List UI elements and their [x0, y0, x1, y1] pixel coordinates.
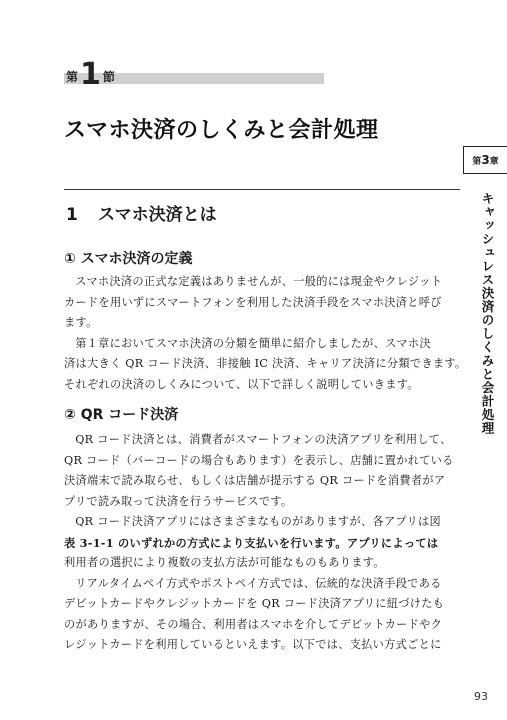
- subsection-heading-definition: ① スマホ決済の定義: [64, 251, 193, 267]
- heading-1: [66, 200, 217, 225]
- subsection-heading-qr: ② QR コード決済: [64, 407, 179, 423]
- chapter-suffix: 章: [489, 156, 499, 167]
- paragraph-line: それぞれの決済のしくみについて、以下で詳しく説明していきます。: [64, 377, 419, 391]
- heading-1-text: スマホ決済とは: [98, 205, 217, 225]
- section-label: [66, 57, 115, 92]
- heading-rule: [64, 189, 460, 190]
- chapter-tab: [463, 146, 507, 174]
- paragraph-line: のがありますが、その場合、利用者はスマホを介してデビットカードやク: [64, 617, 443, 631]
- paragraph-line: QR コード決済とは、消費者がスマートフォンの決済アプリを利用して、: [75, 433, 452, 446]
- paragraph-line: デビットカードやクレジットカードを QR コード決済アプリに紐づけたも: [64, 597, 445, 610]
- section-suffix: 節: [102, 70, 115, 84]
- qr-body: [64, 430, 474, 656]
- paragraph-line: 表 3-1-1 のいずれかの方式により支払いを行います。アプリによっては: [64, 535, 439, 550]
- paragraph-line: 利用者の選択により複数の支払方法が可能なものもあります。: [64, 556, 385, 569]
- paragraph-line: スマホ決済の正式な定義はありませんが、一般的には現金やクレジット: [75, 275, 443, 288]
- paragraph-line: レジットカードを利用しているといえます。以下では、支払い方式ごとに: [64, 638, 442, 651]
- chapter-title-vertical: キャッシュレス決済のしくみと会計処理: [480, 192, 495, 435]
- paragraph-line: プリで読み取って決済を行うサービスです。: [64, 494, 293, 508]
- section-number: 1: [80, 57, 101, 92]
- paragraph-line: 済は大きく QR コード決済、非接触 IC 決済、キャリア決済に分類できます。: [64, 357, 467, 370]
- chapter-number: 3: [481, 153, 490, 167]
- paragraph-line: リアルタイムペイ方式やポストペイ方式では、伝統的な決済手段である: [75, 576, 442, 590]
- paragraph-line: カードを用いずにスマートフォンを利用した決済手段をスマホ決済と呼び: [64, 295, 442, 309]
- paragraph-line: QR コード（バーコードの場合もあります）を表示し、店舗に置かれている: [64, 453, 454, 467]
- heading-1-number: 1: [66, 205, 78, 225]
- definition-body: [64, 272, 474, 395]
- paragraph-line: QR コード決済アプリにはさまざまなものがありますが、各アプリは図: [75, 515, 441, 528]
- paragraph-line: 第１章においてスマホ決済の分類を簡単に紹介しましたが、スマホ決: [75, 336, 431, 350]
- paragraph-line: ます。: [64, 316, 98, 329]
- page-title: スマホ決済のしくみと会計処理: [64, 118, 379, 143]
- paragraph-line: 決済端末で読み取らせ、もしくは店舗が提示する QR コードを消費者がア: [64, 474, 446, 487]
- page-number: 93: [474, 690, 488, 703]
- section-prefix: 第: [66, 70, 79, 84]
- chapter-prefix: 第: [472, 156, 482, 167]
